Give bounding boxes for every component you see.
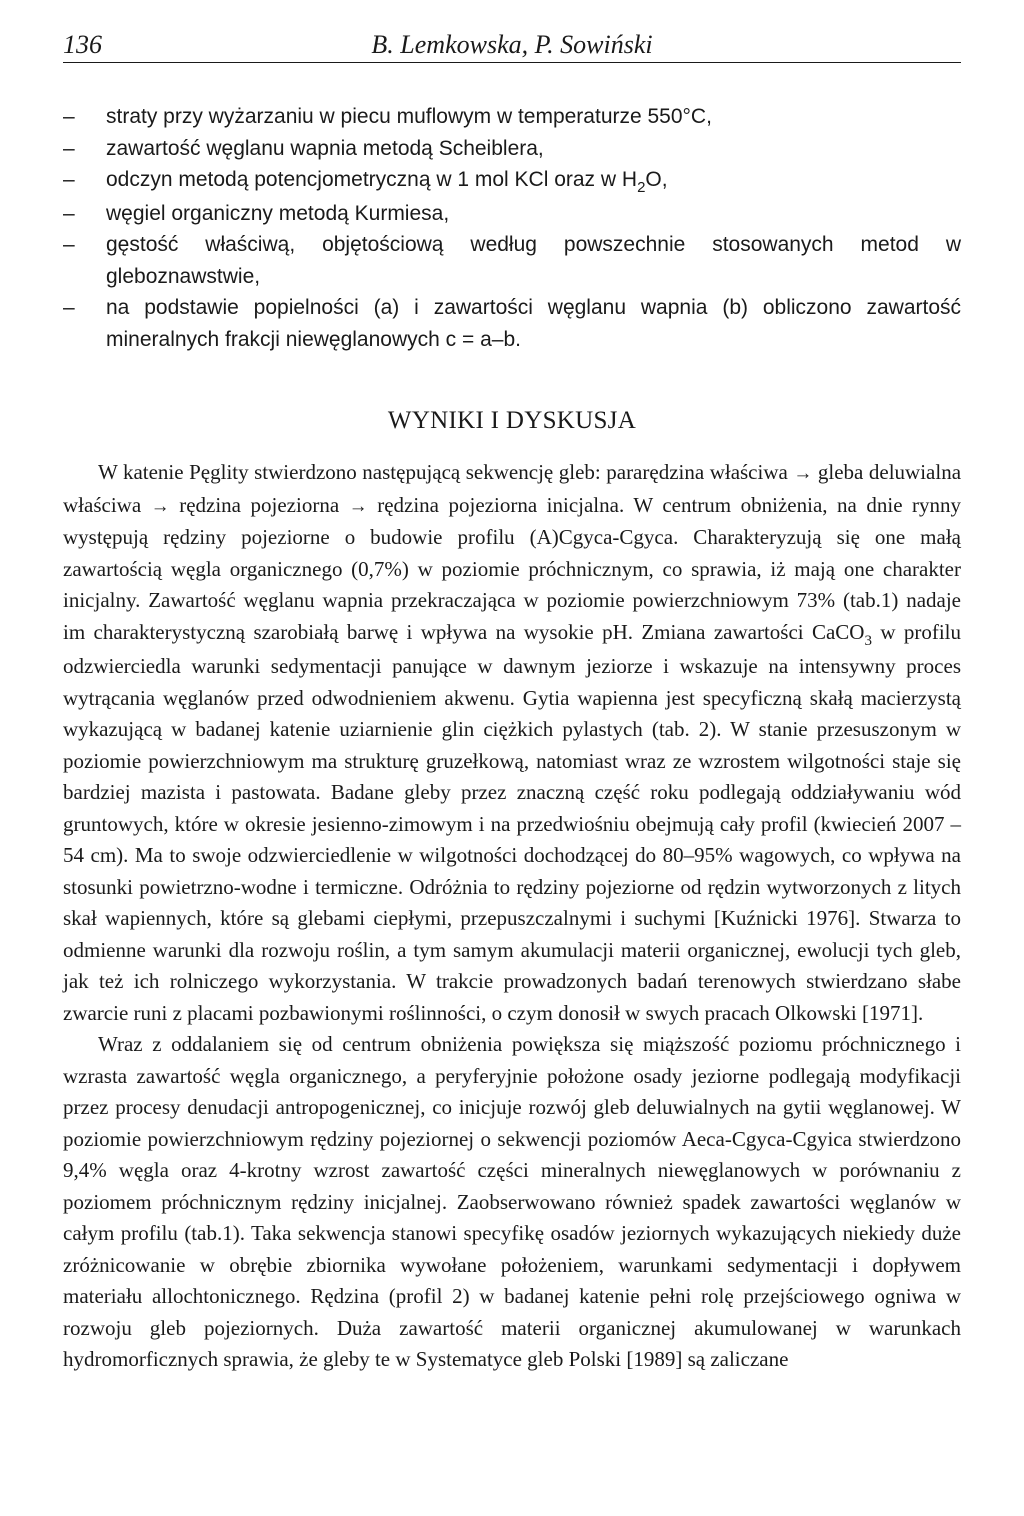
subscript: 2 xyxy=(637,179,646,196)
paragraph-text: w profilu odzwierciedla warunki sedymentacji panujące w dawnym jeziorze i wskazuje na intensywny proces wytrącania węglanów przed odwodnieniem akwenu. Gytia wapienna jest specyficzną skałą macierzystą wykazującą w badanej katenie uziarnienie glin ciężkich pylastych (tab. 2). W stanie przesuszonym w poziomie powierzchniowym ma strukturę gruzełkową, natomiast wraz ze wzrostem wilgotności staje się bardziej mazista i pastowata. Badane gleby przez znaczną część roku podlegają oddziaływaniu wód gruntowych, które w okresie jesienno-zimowym i na przedwiośniu obejmują cały profil (kwiecień 2007 – 54 cm). Ma to swoje odzwierciedlenie w wilgotności dochodzącej do 80–95% wagowych, co wpływa na stosunki powietrzno-wodne i termiczne. Odróżnia to rędziny pojeziorne od rędzin wytworzonych z litych skał wapiennych, które są glebami ciepłymi, przepuszczalnymi i suchymi [Kuźnicki 1976]. Stwarza to odmienne warunki dla rozwoju roślin, a tym samym akumulacji materii organicznej, ewolucji tych gleb, jak też ich rolniczego wykorzystania. W trakcie prowadzonych badań terenowych stwierdzano słabe zwarcie runi z placami pozbawionymi roślinności, o czym donosił w swych pracach Olkowski [1971]. xyxy=(63,619,961,1025)
paragraph xyxy=(63,457,961,1029)
list-item-text: straty przy wyżarzaniu w piecu muflowym w temperaturze 550°C, xyxy=(106,105,712,128)
body-text xyxy=(63,457,961,1376)
list-item xyxy=(63,133,961,165)
list-dash: – xyxy=(63,105,75,128)
list-item-text: gęstość właściwą, objętościową według powszechnie stosowanych metod w gleboznawstwie, xyxy=(106,233,961,288)
methods-list xyxy=(63,101,961,355)
section-heading: WYNIKI I DYSKUSJA xyxy=(387,407,637,434)
subscript: 3 xyxy=(864,632,872,649)
list-item-text: na podstawie popielności (a) i zawartości węglanu wapnia (b) obliczono zawartość mineralnych frakcji niewęglanowych c = a–b. xyxy=(106,296,961,351)
paragraph: Wraz z oddalaniem się od centrum obniżenia powiększa się miąższość poziomu próchnicznego i wzrasta zawartość węgla organicznego, a peryferyjnie położone osady jeziorne podlegają modyfikacji przez procesy denudacji antropogenicznej, co inicjuje rozwój gleb deluwialnych na gytii węglanowej. W poziomie powierzchniowym rędziny pojeziornej o sekwencji poziomów Aeca-Cgyca-Cgyica stwierdzono 9,4% węgla oraz 4-krotny wzrost zawartość części mineralnych niewęglanowych w porównaniu z poziomem próchnicznym rędziny inicjalnej. Zaobserwowano również spadek zawartości węglanów w całym profilu (tab.1). Taka sekwencja stanowi specyfikę osadów jeziornych wykazujących niekiedy duże zróżnicowanie w obrębie zbiornika wywołane położeniem, warunkami sedymentacji i dopływem materiału allochtonicznego. Rędzina (profil 2) w badanej katenie pełni rolę przejściowego ogniwa w rozwoju gleb pojeziornych. Duża zawartość materii organicznej akumulowanej w warunkach hydromorficznych sprawia, że gleby te w Systematyce gleb Polski [1989] są zaliczane xyxy=(63,1032,961,1371)
header-authors: B. Lemkowska, P. Sowiński xyxy=(371,30,653,59)
list-dash: – xyxy=(63,296,75,319)
list-dash: – xyxy=(63,201,75,225)
arrow-icon: → xyxy=(793,463,813,484)
list-item-text: węgiel organiczny metodą Kurmiesa, xyxy=(106,201,450,225)
list-dash: – xyxy=(63,136,75,160)
list-dash: – xyxy=(63,168,75,191)
arrow-icon: → xyxy=(348,495,368,517)
sequence-text: gleba deluwialna właściwa xyxy=(63,460,962,517)
list-item xyxy=(63,229,961,292)
list-dash: – xyxy=(63,233,75,256)
list-item-text: zawartość węglanu wapnia metodą Scheiblera, xyxy=(106,136,544,160)
sequence-text: rędzina pojeziorna xyxy=(179,492,340,517)
list-item-text: odczyn metodą potencjometryczną w 1 mol KCl oraz w H xyxy=(106,168,638,191)
list-item-text: O, xyxy=(645,168,668,191)
list-item xyxy=(63,101,961,133)
sequence-text: rędzina pojeziorna inicjalna. xyxy=(377,492,625,517)
list-item xyxy=(63,164,961,198)
arrow-icon: → xyxy=(150,495,170,517)
page-number: 136 xyxy=(63,30,102,59)
running-header xyxy=(63,28,961,63)
list-item xyxy=(63,292,961,355)
paragraph-text: W centrum obniżenia, na dnie rynny występują rędziny pojeziorne o budowie profilu (A)Cgyca-Cgyca. Charakteryzują się one małą zawartością węgla organicznego (0,7%) w poziomie próchnicznym, co sprawia, iż mają one charakter inicjalny. Zawartość węglanu wapnia przekraczająca w poziomie powierzchniowym 73% (tab.1) nadaje im charakterystyczną szarobiałą barwę i wpływa na wysokie pH. Zmiana zawartości CaCO xyxy=(63,492,962,644)
list-item xyxy=(63,198,961,230)
sequence-text: W katenie Pęglity stwierdzono następującą sekwencję gleb: pararędzina właściwa xyxy=(98,460,788,484)
